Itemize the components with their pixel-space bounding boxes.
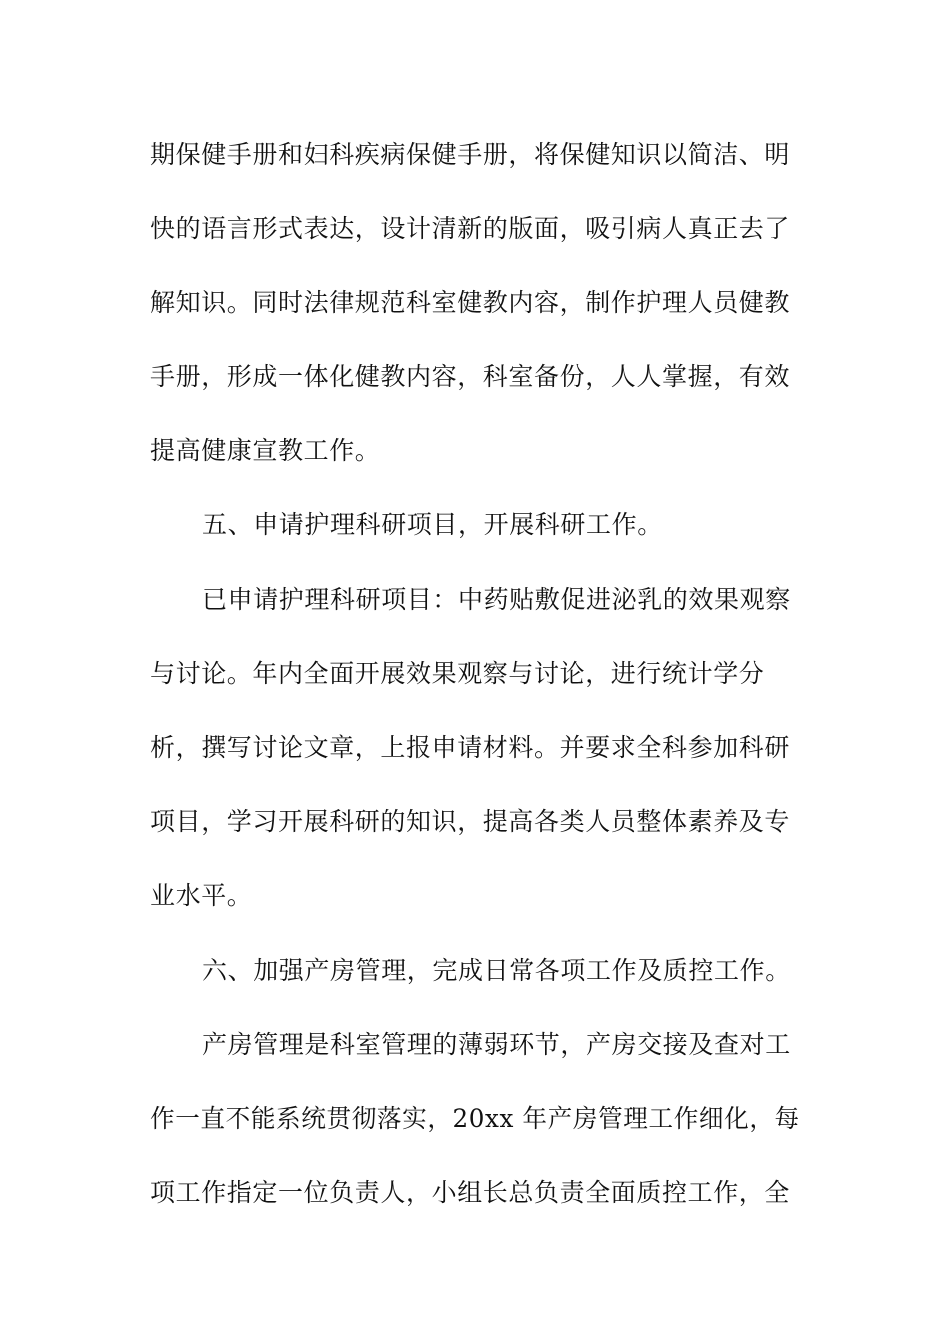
text-line: 与讨论。年内全面开展效果观察与讨论，进行统计学分	[150, 659, 765, 688]
text-line: 业水平。	[150, 881, 253, 910]
text-line: 快的语言形式表达，设计清新的版面，吸引病人真正去了	[150, 214, 791, 243]
text-line: 期保健手册和妇科疾病保健手册，将保健知识以简洁、明	[150, 140, 791, 169]
section-heading: 六、加强产房管理，完成日常各项工作及质控工作。	[202, 956, 791, 985]
text-line: 作一直不能系统贯彻落实，20xx 年产房管理工作细化，每	[150, 1104, 800, 1133]
text-line: 手册，形成一体化健教内容，科室备份，人人掌握，有效	[150, 362, 791, 391]
text-line: 已申请护理科研项目：中药贴敷促进泌乳的效果观察	[202, 585, 791, 614]
section-heading: 五、申请护理科研项目，开展科研工作。	[202, 510, 663, 539]
text-line: 提高健康宣教工作。	[150, 436, 381, 465]
text-line: 析，撰写讨论文章，上报申请材料。并要求全科参加科研	[150, 733, 791, 762]
text-line: 项目，学习开展科研的知识，提高各类人员整体素养及专	[150, 807, 791, 836]
text-line: 项工作指定一位负责人，小组长总负责全面质控工作，全	[150, 1178, 791, 1207]
text-line: 产房管理是科室管理的薄弱环节，产房交接及查对工	[202, 1030, 791, 1059]
text-line: 解知识。同时法律规范科室健教内容，制作护理人员健教	[150, 288, 791, 317]
